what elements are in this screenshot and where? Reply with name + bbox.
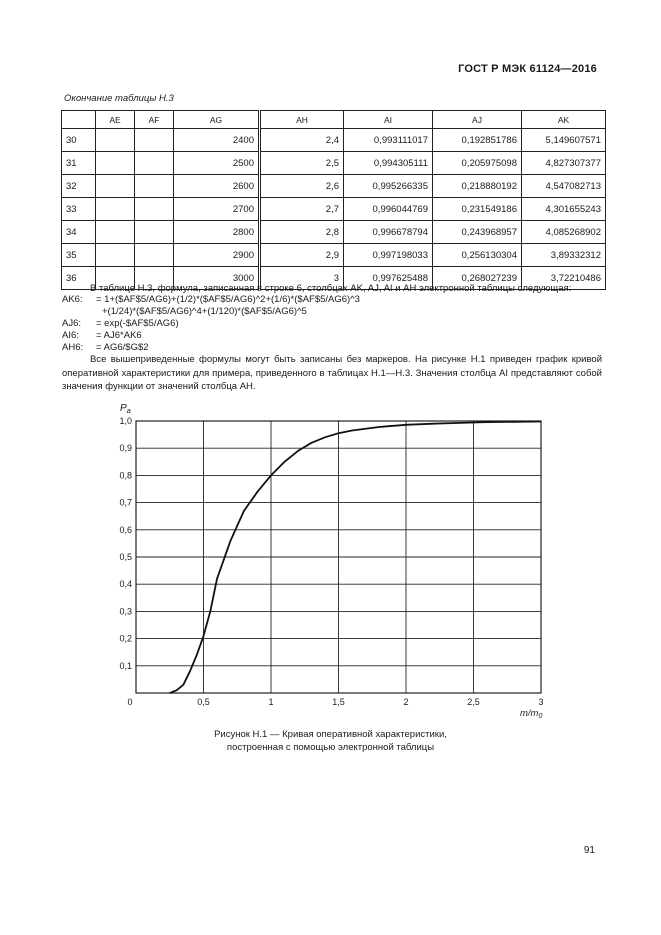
table-cell: 0,231549186 <box>433 198 522 221</box>
x-tick-label: 0 <box>127 697 133 707</box>
table-cell: 0,993111017 <box>344 129 433 152</box>
y-tick-label: 0,4 <box>119 579 132 590</box>
table-cell: 0,205975098 <box>433 152 522 175</box>
table-cell: 3,89332312 <box>522 244 606 267</box>
data-point <box>378 426 379 427</box>
y-tick-label: 0,9 <box>119 443 132 454</box>
page-number: 91 <box>583 845 595 856</box>
data-point <box>203 635 204 636</box>
column-header: AJ <box>433 111 522 129</box>
data-point <box>405 424 406 425</box>
row-number-cell: 33 <box>62 198 96 221</box>
formula-expression: = AG6/$G$2 <box>96 342 149 353</box>
data-point <box>513 421 514 422</box>
table-cell: 2400 <box>174 129 260 152</box>
data-point <box>270 475 271 476</box>
data-point <box>230 540 231 541</box>
figure-caption-line1: Рисунок Н.1 — Кривая оперативной характеристики, <box>214 729 447 740</box>
table-cell: 0,192851786 <box>433 129 522 152</box>
data-point <box>459 422 460 423</box>
table-cell: 3000 <box>174 267 260 290</box>
column-header: AE <box>96 111 135 129</box>
y-tick-label: 0,3 <box>119 606 132 617</box>
document-standard-header: ГОСТ Р МЭК 61124—2016 <box>458 63 597 75</box>
table-cell: 5,149607571 <box>522 129 606 152</box>
column-header: AH <box>260 111 344 129</box>
x-tick-label: 1,5 <box>332 697 345 707</box>
formula-label: AK6: <box>62 294 83 305</box>
row-number-cell: 34 <box>62 221 96 244</box>
column-header: AI <box>344 111 433 129</box>
table-cell: 2,5 <box>260 152 344 175</box>
table-cell: 3,72210486 <box>522 267 606 290</box>
data-point <box>189 671 190 672</box>
data-point <box>243 510 244 511</box>
x-tick-label: 3 <box>538 697 544 707</box>
figure-caption <box>0 729 661 754</box>
x-tick-label: 1 <box>268 697 274 707</box>
data-point <box>196 654 197 655</box>
table-cell: 2,8 <box>260 221 344 244</box>
table-cell: 2,7 <box>260 198 344 221</box>
y-tick-label: 0,1 <box>119 660 132 671</box>
table-cell: 0,995266335 <box>344 175 433 198</box>
table-cell: 0,996044769 <box>344 198 433 221</box>
table-cell: 2,4 <box>260 129 344 152</box>
description-paragraph: Все вышеприведенные формулы могут быть записаны без маркеров. На рисунке Н.1 приведен график кривой оперативной характеристики для примера, приведенного в таблицах Н.1—Н.3. Значения столбца AI представляют собой значения функции от значений столбца AH. <box>62 354 602 392</box>
formula-label: AI6: <box>62 330 79 341</box>
intro-text: В таблице Н.3, формула, записанная в строке 6, столбцах AK, AJ, AI и AH электронной таблицы следующая: <box>90 283 572 294</box>
y-tick-label: 0,2 <box>119 633 132 644</box>
data-point <box>210 611 211 612</box>
y-tick-label: 0,5 <box>119 552 132 562</box>
table-cell: 4,085268902 <box>522 221 606 244</box>
table-cell: 2500 <box>174 152 260 175</box>
table-cell: 3 <box>260 267 344 290</box>
column-header: AF <box>135 111 174 129</box>
x-tick-label: 0,5 <box>197 697 210 707</box>
row-number-cell: 30 <box>62 129 96 152</box>
table-cell: 0,243968957 <box>433 221 522 244</box>
formula-expression: = exp(-$AF$5/AG6) <box>96 318 179 329</box>
data-point <box>257 491 258 492</box>
formula-label: AJ6: <box>62 318 82 329</box>
table-cell: 4,827307377 <box>522 152 606 175</box>
table-cell: 4,301655243 <box>522 198 606 221</box>
column-header: AK <box>522 111 606 129</box>
table-cell: 0,268027239 <box>433 267 522 290</box>
data-point <box>183 684 184 685</box>
x-tick-label: 2,5 <box>467 697 480 707</box>
data-point <box>284 461 285 462</box>
table-cell: 0,256130304 <box>433 244 522 267</box>
y-tick-label: 0,8 <box>119 470 132 481</box>
table-cell: 2900 <box>174 244 260 267</box>
formula-expression: +(1/24)*($AF$5/AG6)^4+(1/120)*($AF$5/AG6)^5 <box>102 306 307 317</box>
data-point <box>297 450 298 451</box>
formula-label: AH6: <box>62 342 84 353</box>
figure-caption-line2: построенная с помощью электронной таблицы <box>226 741 435 753</box>
formula-expression: = 1+($AF$5/AG6)+(1/2)*($AF$5/AG6)^2+(1/6)*($AF$5/AG6)^3 <box>96 294 360 305</box>
row-number-cell: 32 <box>62 175 96 198</box>
table-cell: 2800 <box>174 221 260 244</box>
data-point <box>486 422 487 423</box>
row-number-cell: 31 <box>62 152 96 175</box>
y-tick-label: 0,6 <box>119 524 132 535</box>
data-point <box>338 433 339 434</box>
data-point <box>311 442 312 443</box>
table-cell: 0,994305111 <box>344 152 433 175</box>
table-cell: 0,996678794 <box>344 221 433 244</box>
x-tick-label: 2 <box>403 697 409 707</box>
column-header: AG <box>174 111 260 129</box>
y-tick-label: 0,7 <box>119 497 132 508</box>
formula-expression: = AJ6*AK6 <box>96 330 142 341</box>
table-cell: 2600 <box>174 175 260 198</box>
data-point <box>216 578 217 579</box>
data-point <box>169 692 170 693</box>
x-axis-label: $m/m_0$ <box>520 708 543 720</box>
data-point <box>351 430 352 431</box>
y-tick-label: 1,0 <box>119 416 132 426</box>
table-cell: 2,6 <box>260 175 344 198</box>
table-cell: 4,547082713 <box>522 175 606 198</box>
table-cell: 0,997198033 <box>344 244 433 267</box>
table-cell: 2,9 <box>260 244 344 267</box>
row-number-cell: 35 <box>62 244 96 267</box>
data-point <box>176 690 177 691</box>
table-cell: 0,997625488 <box>344 267 433 290</box>
data-point <box>432 423 433 424</box>
data-point <box>540 421 541 422</box>
y-axis-label: $P_a$ <box>120 403 131 415</box>
table-cell: 2700 <box>174 198 260 221</box>
table-cell: 0,218880192 <box>433 175 522 198</box>
table-caption: Окончание таблицы Н.3 <box>64 93 174 104</box>
row-number-cell: 36 <box>62 267 96 290</box>
data-point <box>324 437 325 438</box>
